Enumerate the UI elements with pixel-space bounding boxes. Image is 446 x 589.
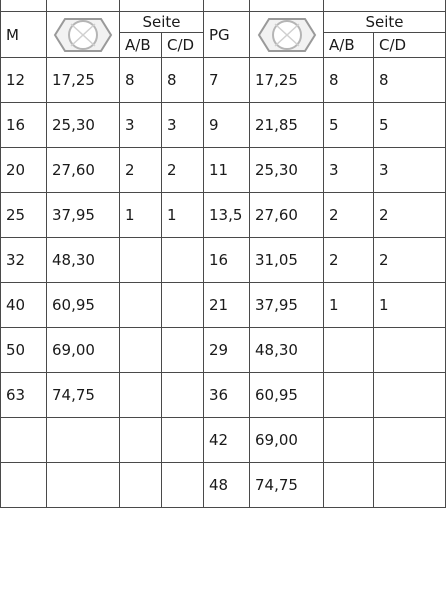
pg-ab-cell: 5 — [324, 103, 374, 148]
m-ab-cell: 1 — [120, 193, 162, 238]
table-row — [1, 373, 446, 418]
m-value-cell: 48,30 — [47, 238, 120, 283]
m-ab-cell — [120, 328, 162, 373]
m-cell: 25 — [1, 193, 47, 238]
pg-ab-cell — [324, 328, 374, 373]
pg-cell: 13,5 — [204, 193, 250, 238]
m-ab-cell — [120, 283, 162, 328]
pg-value-cell: 17,25 — [250, 58, 324, 103]
hexagon-nut-icon — [250, 12, 324, 58]
m-cd-cell — [162, 418, 204, 463]
hexagon-nut-icon — [47, 12, 120, 58]
pg-value-cell: 37,95 — [250, 283, 324, 328]
pg-value-cell: 27,60 — [250, 193, 324, 238]
pg-value-cell: 25,30 — [250, 148, 324, 193]
pg-value-cell: 74,75 — [250, 463, 324, 508]
m-cell — [1, 463, 47, 508]
pg-cell: 16 — [204, 238, 250, 283]
m-cd-cell — [162, 373, 204, 418]
pg-ab-cell: 2 — [324, 238, 374, 283]
pg-ab-cell: 3 — [324, 148, 374, 193]
m-cd-cell — [162, 463, 204, 508]
pg-ab-cell: 2 — [324, 193, 374, 238]
m-cd-cell: 2 — [162, 148, 204, 193]
m-cell: 32 — [1, 238, 47, 283]
table-row — [1, 238, 446, 283]
m-value-cell: 17,25 — [47, 58, 120, 103]
pg-cd-cell — [374, 328, 446, 373]
table-body — [1, 58, 446, 508]
pg-cd-cell — [374, 418, 446, 463]
pg-value-cell: 60,95 — [250, 373, 324, 418]
table-row — [1, 148, 446, 193]
m-cell: 20 — [1, 148, 47, 193]
m-ab-cell — [120, 238, 162, 283]
m-value-cell: 60,95 — [47, 283, 120, 328]
pg-ab-cell: 8 — [324, 58, 374, 103]
m-header: M — [1, 12, 47, 58]
m-cell: 50 — [1, 328, 47, 373]
pg-cell: 42 — [204, 418, 250, 463]
m-cell: 40 — [1, 283, 47, 328]
table-row — [1, 103, 446, 148]
pg-cell: 11 — [204, 148, 250, 193]
pg-cell: 36 — [204, 373, 250, 418]
cd-header-right: C/D — [374, 33, 446, 58]
table-row — [1, 328, 446, 373]
m-value-cell: 25,30 — [47, 103, 120, 148]
table-row — [1, 418, 446, 463]
pg-cell: 9 — [204, 103, 250, 148]
pg-value-cell: 69,00 — [250, 418, 324, 463]
pg-cd-cell: 2 — [374, 193, 446, 238]
pg-cell: 7 — [204, 58, 250, 103]
m-value-cell — [47, 418, 120, 463]
m-cell: 63 — [1, 373, 47, 418]
table-row — [1, 58, 446, 103]
m-value-cell: 69,00 — [47, 328, 120, 373]
m-ab-cell — [120, 373, 162, 418]
pg-header: PG — [204, 12, 250, 58]
pg-cd-cell — [374, 463, 446, 508]
pg-cd-cell: 2 — [374, 238, 446, 283]
m-cd-cell — [162, 328, 204, 373]
seite-header-left: Seite — [120, 12, 204, 33]
m-cd-cell: 8 — [162, 58, 204, 103]
pg-value-cell: 21,85 — [250, 103, 324, 148]
table-row — [1, 283, 446, 328]
m-cell: 12 — [1, 58, 47, 103]
m-cell: 16 — [1, 103, 47, 148]
m-ab-cell — [120, 418, 162, 463]
pg-cd-cell: 8 — [374, 58, 446, 103]
table-row — [1, 193, 446, 238]
m-ab-cell: 2 — [120, 148, 162, 193]
m-value-cell: 27,60 — [47, 148, 120, 193]
pg-cd-cell: 5 — [374, 103, 446, 148]
hexagon-nut-icon — [53, 16, 113, 54]
pg-cell: 48 — [204, 463, 250, 508]
m-cd-cell — [162, 238, 204, 283]
hexagon-nut-icon — [257, 16, 317, 54]
m-ab-cell — [120, 463, 162, 508]
header-row-1 — [1, 12, 446, 33]
cd-header-left: C/D — [162, 33, 204, 58]
m-value-cell: 37,95 — [47, 193, 120, 238]
pg-value-cell: 48,30 — [250, 328, 324, 373]
ab-header-left: A/B — [120, 33, 162, 58]
pg-cell: 21 — [204, 283, 250, 328]
pg-ab-cell — [324, 373, 374, 418]
pg-cell: 29 — [204, 328, 250, 373]
pg-cd-cell: 1 — [374, 283, 446, 328]
seite-header-right: Seite — [324, 12, 446, 33]
m-ab-cell: 8 — [120, 58, 162, 103]
m-cd-cell — [162, 283, 204, 328]
pg-value-cell: 31,05 — [250, 238, 324, 283]
pg-ab-cell — [324, 418, 374, 463]
pg-cd-cell: 3 — [374, 148, 446, 193]
m-value-cell — [47, 463, 120, 508]
table-top-strip — [1, 0, 446, 12]
pg-cd-cell — [374, 373, 446, 418]
pg-ab-cell — [324, 463, 374, 508]
m-cd-cell: 1 — [162, 193, 204, 238]
m-ab-cell: 3 — [120, 103, 162, 148]
m-cell — [1, 418, 47, 463]
m-cd-cell: 3 — [162, 103, 204, 148]
table-row — [1, 463, 446, 508]
pg-ab-cell: 1 — [324, 283, 374, 328]
m-value-cell: 74,75 — [47, 373, 120, 418]
ab-header-right: A/B — [324, 33, 374, 58]
